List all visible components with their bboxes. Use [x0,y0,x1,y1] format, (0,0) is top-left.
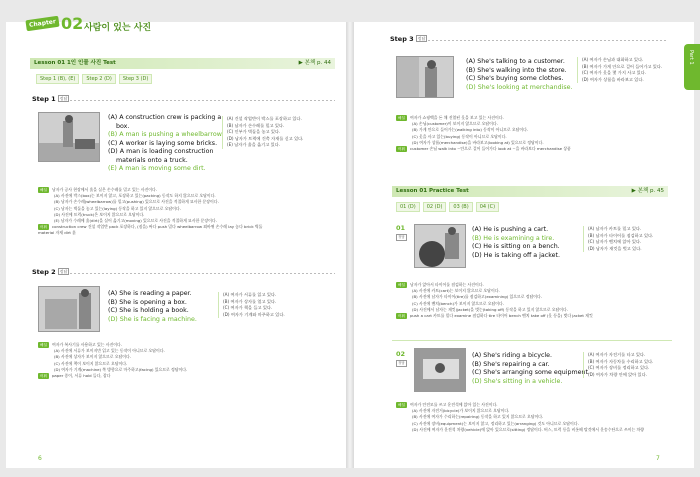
photo-vehicle [414,348,466,392]
q2-options: (A) She's riding a bicycle. (B) She's repairing a car. (C) She's arranging some equipment. (D) She's sitting in a vehicle. [472,352,590,385]
photo-shopping [396,56,454,98]
lesson-page-ref: ▶ 본책 p. 45 [631,188,664,194]
option-b: (B) A man is pushing a wheelbarrow. [108,131,224,138]
answer-tab[interactable]: 03 (B) [449,202,472,212]
step1-options [108,114,228,174]
book-gutter [346,22,354,468]
page-number-left: 6 [38,455,42,462]
step3-translations: (A) 여자가 손님과 대화하고 있다. (B) 여자가 가게 안으로 걸어 들어가고 있다. (C) 여자가 옷을 몇 가지 사고 있다. (D) 여자가 상품을 바라보고 있다. [577,57,677,83]
photo-wheelbarrow [38,112,100,162]
step-divider [428,40,668,41]
chapter-number: 02 [61,14,84,33]
answer-tab[interactable]: 04 (C) [476,202,499,212]
step2-options: (A) She is reading a paper. (B) She is opening a box. (C) She is holding a book. (D) She is facing a machine. [108,290,197,323]
lesson-bar-right [392,186,668,197]
option-c: (C) A worker is laying some bricks. [108,139,218,147]
lesson-title: Lesson 01 1인 인물 사진 Test [34,60,116,66]
answer-tabs-right [396,202,499,212]
q1-translations: (A) 남자가 카트를 밀고 있다. (B) 남자가 타이어를 점검하고 있다. (C) 남자가 벤치에 앉아 있다. (D) 남자가 재킷을 벗고 있다. [583,226,678,252]
chapter-title: 사람이 있는 사진 [84,23,152,33]
answer-tab[interactable]: Step 1 (B), (E) [36,74,79,84]
step1-explanation: 해설 남자가 공사 현장에서 흙을 실은 손수레를 밀고 있는 사진이다. (A) 사진에 박스(box)는 보이지 않고, 포장하고 있는(packing) 동작도 하지 않으므로 오답이다. (B) 남자가 손수레(wheelbarrow)를 밀고(pushing) 있으므로 사진을 적절하게 묘사한 문장이다. (C) 남자는 벽돌을 놓고 있는(laying) 동작을 하고 있지 않으므로 오답이다. (D) 사진에 트럭(truck)은 보이지 않으므로 오답이다. (E) 남자가 수레에 흙(dirt)을 실어 옮기고(moving) 있으므로 사진을 적절하게 묘사한 문장이다. 어휘 construction crew 건설 작업반 pack 포장하다, (짐을) 싸다 push 밀다 wheelbarrow 외바퀴 손수레 lay 놓다 brick 벽돌 material 자재 dirt 흙 [38,187,263,236]
q2-translations: (A) 여자가 자전거를 타고 있다. (B) 여자가 자동차를 수리하고 있다. (C) 여자가 장비를 정리하고 있다. (D) 여자가 차량 안에 앉아 있다. [583,352,678,378]
q1-explanation: 해설 남자가 앉아서 타이어를 점검하는 사진이다. (A) 사진에 카트(cart)는 보이지 않으므로 오답이다. (B) 사진에 남자가 타이어(tire)를 점검하고(examining) 있으므로 정답이다. (C) 사진에 벤치(bench)가 보이지 않으므로 오답이다. (D) 사진에서 남자는 재킷(jacket)을 벗는(taking off) 동작을 하고 있지 않으므로 오답이다. 어휘 push a cart 카트를 밀다 examine 점검하다 tire 타이어 bench 벤치 take off (옷 등을) 벗다 jacket 재킷 [398,282,593,319]
lesson-title: Lesson 01 Practice Test [396,188,469,194]
answer-tab[interactable]: Step 3 (D) [119,74,153,84]
chapter-badge: Chapter [25,16,59,31]
step2-heading: Step 2 정답 [32,268,68,276]
option-e: (E) A man is moving some dirt. [108,165,206,172]
question-number: 02 [396,350,406,358]
lesson-page-ref: ▶ 본책 p. 44 [298,60,331,66]
q2-explanation: 해설 여자가 안전모를 쓰고 운전석에 앉아 있는 사진이다. (A) 사진에 자전거(bicycle)가 보이지 않으므로 오답이다. (B) 사진에 여자가 수리하는(repairing) 동작을 하고 있지 않으므로 오답이다. (C) 사진에 장비(equipment)는 보이지 않고, 정리하고 있는(arranging) 것도 아니므로 오답이다. (D) 사진에 여자가 운전석 차량(vehicle)에 앉아 있으므로(sitting) 정답이다. 버스, 트럭 등을 비롯해 탈것에서 운송수단으로 쓰이는 차량 [398,402,645,432]
answer-tab[interactable]: Step 2 (D) [82,74,116,84]
photo-copier [38,286,100,332]
step3-explanation: 해설 여자가 쇼핑백을 든 채 진열된 옷을 보고 있는 사진이다. (A) 손님(customer)이 보이지 않으므로 오답이다. (B) 가게 안으로 들어가는(walking into) 동작이 아니므로 오답이다. (C) 옷을 사고 있는(buying) 동작이 아니므로 오답이다. (D) 여자가 상품(merchandise)을 바라보고(looking at) 있으므로 정답이다. 어휘 customer 손님 walk into ~안으로 걸어 들어가다 look at ~을 바라보다 merchandise 상품 [398,115,571,152]
step2-explanation: 해설 여자가 복사기를 사용하고 있는 사진이다. (A) 사진에 서류가 보이지만 읽고 있는 동작이 아니므로 오답이다. (B) 사진에 상자가 보이지 않으므로 오답이다. (C) 사진에 책이 보이지 않으므로 오답이다. (D) 여자가 기계(machine) 쪽 방향으로 마주하고(facing) 있으므로 정답이다. 어휘 paper 종이, 서류 hold 들다, 잡다 [40,342,188,379]
option-d: (D) A man is loading construction [108,148,214,155]
step-divider [70,100,335,101]
option-d-cont: materials onto a truck. [116,156,188,164]
part-side-tab[interactable]: Part 1 [684,44,700,90]
step2-translations: (A) 여자가 서류를 읽고 있다. (B) 여자가 상자를 열고 있다. (C) 여자가 책을 들고 있다. (D) 여자가 기계와 마주하고 있다. [218,292,328,318]
step-divider [70,273,335,274]
question-number: 01 [396,224,406,232]
step-badge: 정답 [59,96,68,101]
step-badge: 정답 [417,36,426,41]
question-badge: 정답 [398,361,405,365]
page-number-right: 7 [656,455,660,462]
photo-tire [414,224,466,268]
answer-tab[interactable]: 01 (D) [396,202,420,212]
step-badge: 정답 [59,269,68,274]
step1-heading: Step 1 정답 [32,95,68,103]
question-badge: 정답 [398,235,405,239]
lesson-bar-left [30,58,335,69]
step1-translations: (A) 건설 작업반이 박스를 포장하고 있다. (B) 남자가 손수레를 밀고 있다. (C) 인부가 벽돌을 놓고 있다. (D) 남자가 트럭에 건축 자재를 싣고 있다. (E) 남자가 흙을 옮기고 있다. [222,116,332,149]
option-a-cont: box. [116,122,130,130]
answer-tabs-left [36,74,152,84]
step3-options: (A) She's talking to a customer. (B) She's walking into the store. (C) She's buying some clothes. (D) She's looking at merchandise. [466,58,573,91]
left-page [6,22,346,468]
step3-heading: Step 3 정답 [390,35,426,43]
q1-options: (A) He is pushing a cart. (B) He is examining a tire. (C) He is sitting on a bench. (D) He is taking off a jacket. [472,226,561,259]
answer-tab[interactable]: 02 (D) [423,202,447,212]
section-divider [392,340,672,341]
option-a: (A) A construction crew is packing a [108,114,222,121]
